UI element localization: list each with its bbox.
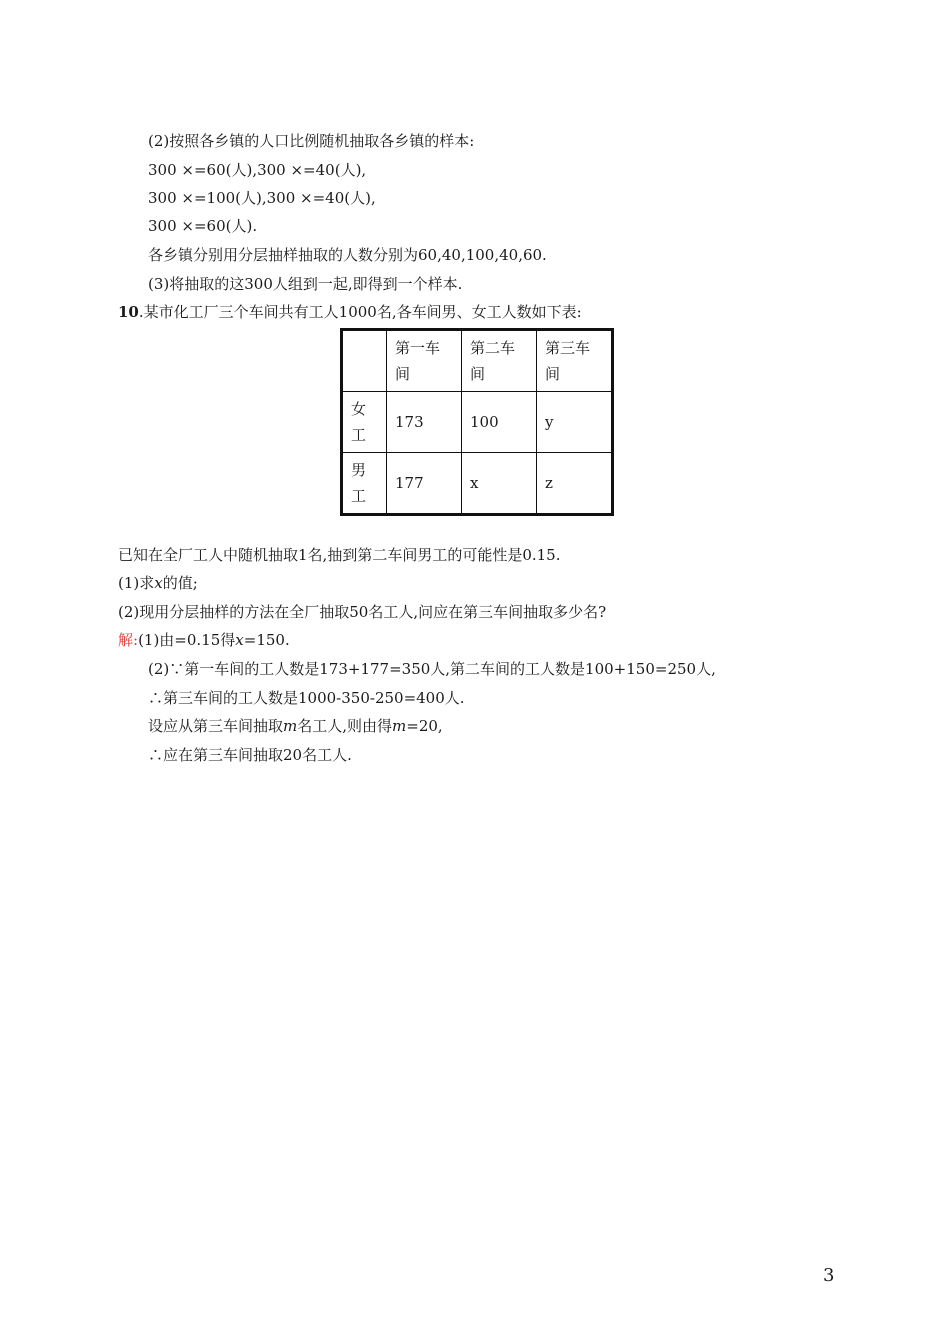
- question-stem: [118, 302, 582, 322]
- table-header-cell: 第二车间: [462, 330, 537, 392]
- table-row: [342, 453, 613, 515]
- solution-line: 各乡镇分别用分层抽样抽取的人数分别为60,40,100,40,60.: [148, 246, 547, 264]
- table-cell: y: [537, 392, 613, 453]
- solution-text: 设应从第三车间抽取: [148, 717, 284, 735]
- solution-text: =20,: [406, 717, 443, 735]
- solution-line: (3)将抽取的这300人组到一起,即得到一个样本.: [148, 275, 463, 293]
- table-row: [342, 392, 613, 453]
- solution-line: 300 ×=60(人).: [148, 217, 258, 235]
- question-number: 10: [118, 303, 139, 321]
- solution-line-3: ∴第三车间的工人数是1000-350-250=400人.: [148, 689, 465, 707]
- solution-text: 名工人,则由得: [297, 717, 393, 735]
- solution-line-1: [118, 630, 290, 650]
- solution-text: =150.: [243, 631, 290, 649]
- page-number: 3: [823, 1265, 835, 1286]
- variable-m: m: [392, 717, 407, 735]
- table-cell: 177: [387, 453, 462, 515]
- solution-text: (1)由=0.15得: [138, 631, 236, 649]
- variable-m: m: [283, 717, 298, 735]
- solution-line: (2)按照各乡镇的人口比例随机抽取各乡镇的样本:: [148, 132, 475, 150]
- table-cell: z: [537, 453, 613, 515]
- solution-line: 300 ×=60(人),300 ×=40(人),: [148, 161, 367, 179]
- question-text: .某市化工厂三个车间共有工人1000名,各车间男、女工人数如下表:: [138, 303, 582, 321]
- table-header-cell: 第一车间: [387, 330, 462, 392]
- solution-line-4: [148, 716, 443, 736]
- table-cell: x: [462, 453, 537, 515]
- table-cell: 173: [387, 392, 462, 453]
- variable-x: x: [154, 574, 163, 592]
- table-header-row: [342, 330, 613, 392]
- table-header-cell: 第三车间: [537, 330, 613, 392]
- question-part-1: [118, 573, 198, 593]
- row-label-cell: 男工: [342, 453, 387, 515]
- table-cell: 100: [462, 392, 537, 453]
- worker-table: [340, 328, 614, 516]
- row-label-cell: 女工: [342, 392, 387, 453]
- part-1-lead: (1)求: [118, 574, 155, 592]
- solution-label: 解:: [118, 631, 139, 649]
- table-corner-cell: [342, 330, 387, 392]
- question-part-2: (2)现用分层抽样的方法在全厂抽取50名工人,问应在第三车间抽取多少名?: [118, 603, 607, 621]
- part-1-tail: 的值;: [162, 574, 198, 592]
- given-text: 已知在全厂工人中随机抽取1名,抽到第二车间男工的可能性是0.15.: [118, 546, 561, 564]
- variable-x: x: [235, 631, 244, 649]
- solution-line-5: ∴应在第三车间抽取20名工人.: [148, 746, 352, 764]
- solution-line-2: (2)∵第一车间的工人数是173+177=350人,第二车间的工人数是100+150=250人,: [148, 660, 716, 678]
- solution-line: 300 ×=100(人),300 ×=40(人),: [148, 189, 376, 207]
